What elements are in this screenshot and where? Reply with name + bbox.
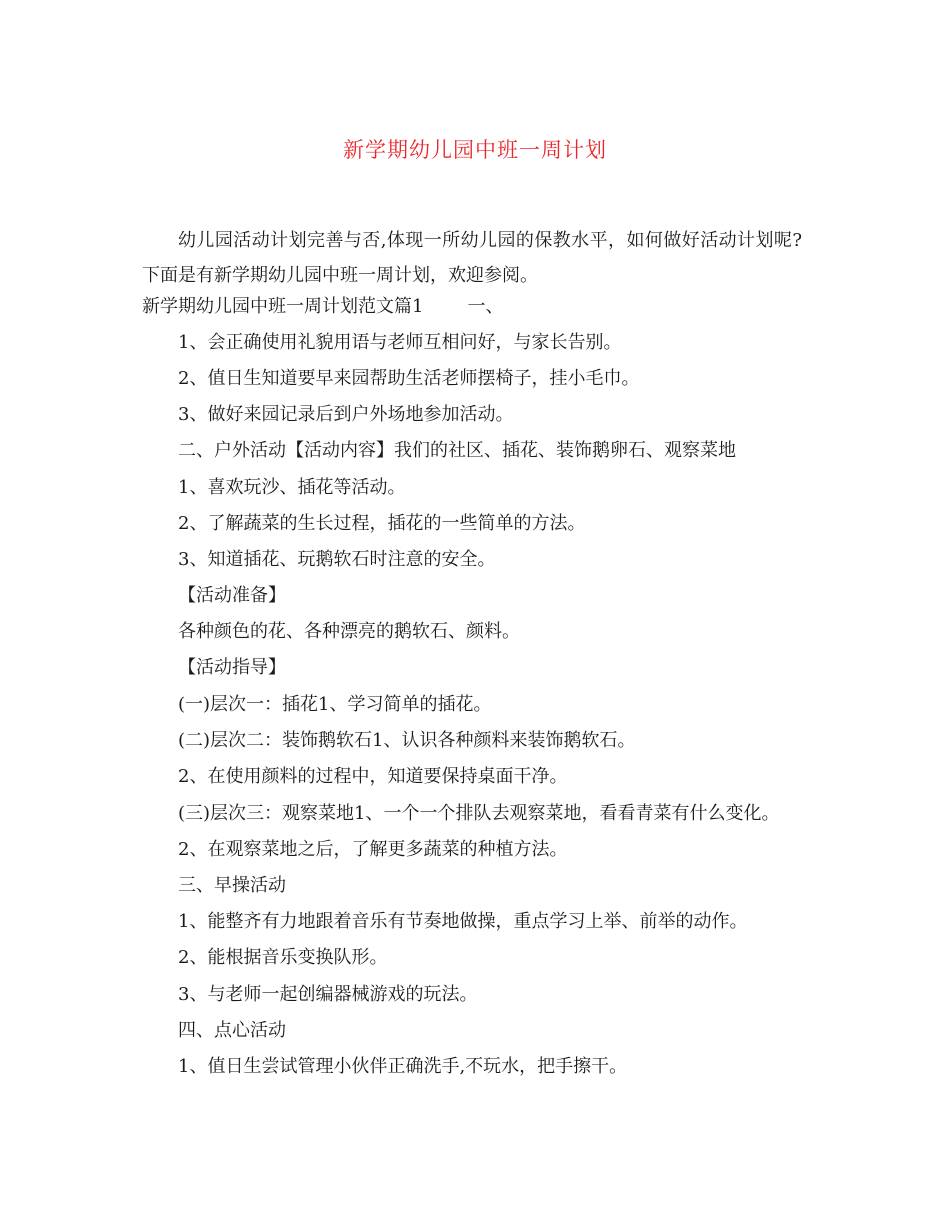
section-heading: 三、早操活动 bbox=[178, 875, 286, 896]
list-item: 1、会正确使用礼貌用语与老师互相问好，与家长告别。 bbox=[178, 332, 622, 353]
list-item: 各种颜色的花、各种漂亮的鹅软石、颜料。 bbox=[178, 621, 520, 642]
list-item: 2、在观察菜地之后，了解更多蔬菜的种植方法。 bbox=[178, 839, 568, 860]
list-item: (二)层次二：装饰鹅软石1、认识各种颜料来装饰鹅软石。 bbox=[178, 730, 636, 751]
list-item: 1、喜欢玩沙、插花等活动。 bbox=[178, 477, 406, 498]
list-item: 3、知道插花、玩鹅软石时注意的安全。 bbox=[178, 549, 496, 570]
intro-paragraph: 幼儿园活动计划完善与否,体现一所幼儿园的保教水平，如何做好活动计划呢?下面是有新学期幼儿园中班一周计划，欢迎参阅。 bbox=[142, 230, 802, 286]
list-item: 2、了解蔬菜的生长过程，插花的一些简单的方法。 bbox=[178, 513, 586, 534]
list-item: (一)层次一：插花1、学习简单的插花。 bbox=[178, 694, 492, 715]
section-heading-number: 一、 bbox=[467, 296, 504, 317]
list-item: 1、值日生尝试管理小伙伴正确洗手,不玩水，把手擦干。 bbox=[178, 1056, 628, 1077]
list-item: 2、能根据音乐变换队形。 bbox=[178, 947, 388, 968]
list-item: (三)层次三：观察菜地1、一个一个排队去观察菜地，看看青菜有什么变化。 bbox=[178, 803, 780, 824]
section-heading: 四、点心活动 bbox=[178, 1020, 286, 1041]
list-item: 2、在使用颜料的过程中，知道要保持桌面干净。 bbox=[178, 766, 568, 787]
section-heading: 二、户外活动【活动内容】我们的社区、插花、装饰鹅卵石、观察菜地 bbox=[178, 440, 736, 461]
section-heading-title: 新学期幼儿园中班一周计划范文篇1 bbox=[142, 296, 424, 317]
subheading: 【活动准备】 bbox=[178, 585, 286, 606]
document-title: 新学期幼儿园中班一周计划 bbox=[343, 138, 607, 162]
section-heading bbox=[142, 295, 503, 319]
list-item: 3、与老师一起创编器械游戏的玩法。 bbox=[178, 984, 478, 1005]
subheading: 【活动指导】 bbox=[178, 657, 286, 678]
list-item: 3、做好来园记录后到户外场地参加活动。 bbox=[178, 404, 514, 425]
list-item: 2、值日生知道要早来园帮助生活老师摆椅子，挂小毛巾。 bbox=[178, 368, 640, 389]
list-item: 1、能整齐有力地跟着音乐有节奏地做操，重点学习上举、前举的动作。 bbox=[178, 911, 748, 932]
